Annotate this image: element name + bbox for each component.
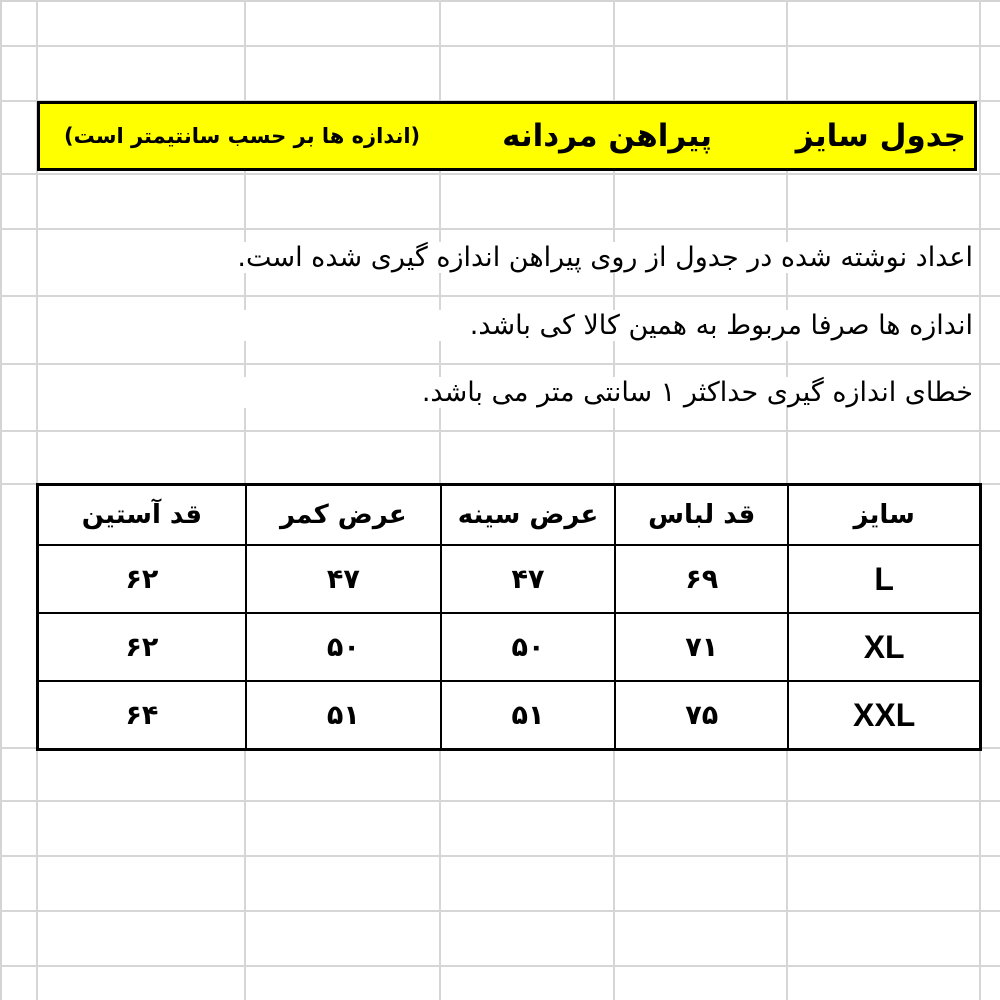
grid-row-line [0,965,1000,967]
note-text: خطای اندازه گیری حداکثر ۱ سانتی متر می باشد. [421,377,973,408]
table-cell[interactable]: ۵۱ [441,681,615,750]
column-header-waist-width[interactable]: عرض کمر [246,485,441,546]
note-line[interactable] [43,377,973,408]
table-cell[interactable]: ۶۹ [615,545,788,613]
table-cell[interactable]: XXL [788,681,980,750]
page-title: جدول سایز [795,118,966,154]
note-text: اعداد نوشته شده در جدول از روی پیراهن اندازه گیری شده است. [237,242,973,273]
grid-row-line [0,295,1000,297]
grid-row-line [0,173,1000,175]
note-text: اندازه ها صرفا مربوط به همین کالا کی باشد. [469,310,973,341]
grid-row-line [0,228,1000,230]
table-cell[interactable]: ۴۷ [246,545,441,613]
grid-row-line [0,430,1000,432]
table-cell[interactable]: ۴۷ [441,545,615,613]
table-cell[interactable]: ۶۲ [38,545,246,613]
grid-row-line [0,363,1000,365]
table-cell[interactable]: XL [788,613,980,681]
table-header-row [38,485,981,546]
table-cell[interactable]: ۵۰ [246,613,441,681]
size-table [36,483,982,751]
note-line[interactable] [43,242,973,273]
table-cell[interactable]: ۷۱ [615,613,788,681]
table-cell[interactable]: ۵۰ [441,613,615,681]
table-row [38,681,981,750]
table-cell[interactable]: ۵۱ [246,681,441,750]
column-header-chest-width[interactable]: عرض سینه [441,485,615,546]
note-line[interactable] [43,310,973,341]
grid-row-line [0,855,1000,857]
grid-row-line [0,910,1000,912]
column-header-size[interactable]: سایز [788,485,980,546]
table-cell[interactable]: ۷۵ [615,681,788,750]
table-cell[interactable]: L [788,545,980,613]
product-name: پیراهن مردانه [502,118,712,154]
grid-row-line [0,45,1000,47]
column-header-sleeve-length[interactable]: قد آستین [38,485,246,546]
title-banner[interactable] [37,101,977,171]
unit-note: (اندازه ها بر حسب سانتیمتر است) [64,124,421,148]
column-header-length[interactable]: قد لباس [615,485,788,546]
grid-row-line [0,800,1000,802]
table-row [38,545,981,613]
table-cell[interactable]: ۶۴ [38,681,246,750]
table-row [38,613,981,681]
table-cell[interactable]: ۶۲ [38,613,246,681]
